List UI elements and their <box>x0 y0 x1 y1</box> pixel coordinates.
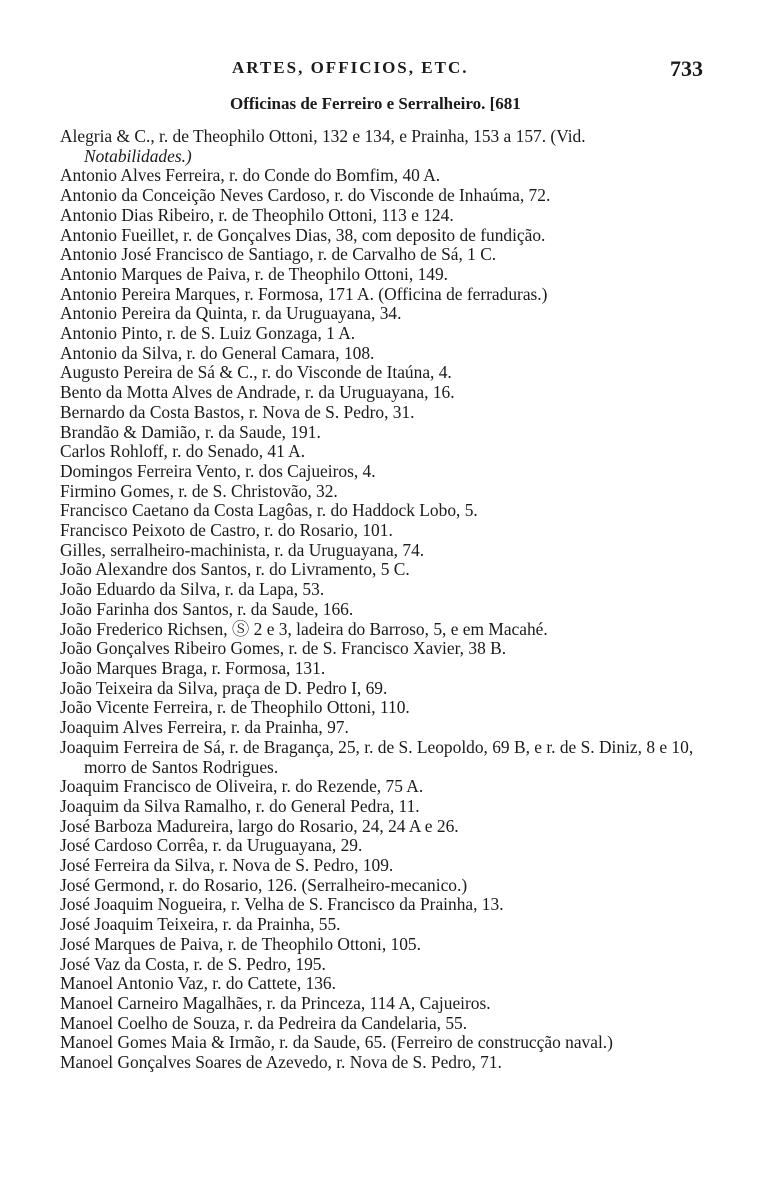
list-item <box>60 659 720 679</box>
entry-text: Manoel Gomes Maia & Irmão, r. da Saude, 65. (Ferreiro de construcção naval.) <box>60 1032 613 1053</box>
list-item <box>60 166 720 186</box>
entry-text: João Teixeira da Silva, praça de D. Pedro I, 69. <box>60 677 388 698</box>
entry-text: José Joaquim Teixeira, r. da Prainha, 55. <box>60 914 341 935</box>
list-item <box>60 403 720 423</box>
list-item <box>60 876 720 896</box>
list-item <box>60 974 720 994</box>
entry-text: Francisco Peixoto de Castro, r. do Rosario, 101. <box>60 520 393 541</box>
entry-text: João Eduardo da Silva, r. da Lapa, 53. <box>60 579 325 600</box>
list-item <box>60 600 720 620</box>
list-item <box>60 560 720 580</box>
page-number: 733 <box>670 56 703 81</box>
list-item <box>60 344 720 364</box>
list-item <box>60 442 720 462</box>
list-item <box>60 482 720 502</box>
entry-text: João Alexandre dos Santos, r. do Livramento, 5 C. <box>60 559 410 580</box>
entry-text: João Farinha dos Santos, r. da Saude, 166. <box>60 598 354 619</box>
section-title: Officinas de Ferreiro e Serralheiro. [681 <box>230 94 521 113</box>
list-item <box>60 462 720 482</box>
entry-note: Notabilidades.) <box>84 145 192 166</box>
entry-text: Bento da Motta Alves de Andrade, r. da Uruguayana, 16. <box>60 382 455 403</box>
entry-text: José Germond, r. do Rosario, 126. (Serralheiro-mecanico.) <box>60 874 468 895</box>
entry-text: Antonio Marques de Paiva, r. de Theophilo Ottoni, 149. <box>60 263 449 284</box>
entry-text: João Gonçalves Ribeiro Gomes, r. de S. Francisco Xavier, 38 B. <box>60 638 507 659</box>
entry-text: Francisco Caetano da Costa Lagôas, r. do Haddock Lobo, 5. <box>60 500 478 521</box>
list-item <box>60 383 720 403</box>
entry-text: Firmino Gomes, r. de S. Christovão, 32. <box>60 480 338 501</box>
entry-text: Domingos Ferreira Vento, r. dos Cajueiros, 4. <box>60 460 376 481</box>
list-item <box>60 541 720 561</box>
list-item <box>60 206 720 226</box>
entry-text: Antonio da Silva, r. do General Camara, 108. <box>60 342 375 363</box>
list-item <box>60 501 720 521</box>
entry-text: Joaquim da Silva Ramalho, r. do General Pedra, 11. <box>60 795 420 816</box>
entry-text: Alegria & C., r. de Theophilo Ottoni, 132 e 134, e Prainha, 153 a 157. (Vid. <box>60 126 586 146</box>
entry-text: Antonio Fueillet, r. de Gonçalves Dias, 38, com deposito de fundição. <box>60 224 546 245</box>
list-item <box>60 620 720 640</box>
list-item <box>60 718 720 738</box>
list-item <box>60 127 720 166</box>
list-item <box>60 935 720 955</box>
running-title: ARTES, OFFICIOS, ETC. <box>232 58 469 77</box>
list-item <box>60 955 720 975</box>
list-item <box>60 324 720 344</box>
list-item <box>60 580 720 600</box>
list-item <box>60 1014 720 1034</box>
entry-text: Antonio José Francisco de Santiago, r. de Carvalho de Sá, 1 C. <box>60 244 497 265</box>
entry-text: Augusto Pereira de Sá & C., r. do Visconde de Itaúna, 4. <box>60 362 452 383</box>
list-item <box>60 738 720 777</box>
entry-text: Bernardo da Costa Bastos, r. Nova de S. Pedro, 31. <box>60 401 415 422</box>
list-item <box>60 817 720 837</box>
list-item <box>60 679 720 699</box>
entry-text: Manoel Gonçalves Soares de Azevedo, r. Nova de S. Pedro, 71. <box>60 1052 502 1073</box>
entry-text: João Marques Braga, r. Formosa, 131. <box>60 657 326 678</box>
list-item <box>60 1053 720 1073</box>
list-item <box>60 698 720 718</box>
entry-text: Manoel Carneiro Magalhães, r. da Princeza, 114 A, Cajueiros. <box>60 992 491 1013</box>
entry-text: Manoel Antonio Vaz, r. do Cattete, 136. <box>60 973 336 994</box>
list-item <box>60 304 720 324</box>
list-item <box>60 915 720 935</box>
entry-text: Antonio Pereira da Quinta, r. da Uruguayana, 34. <box>60 303 402 324</box>
entry-text: José Ferreira da Silva, r. Nova de S. Pedro, 109. <box>60 855 394 876</box>
entry-text: Antonio Dias Ribeiro, r. de Theophilo Ottoni, 113 e 124. <box>60 204 454 225</box>
list-item <box>60 895 720 915</box>
list-item <box>60 245 720 265</box>
list-item <box>60 639 720 659</box>
list-item <box>60 797 720 817</box>
list-item <box>60 856 720 876</box>
entry-text: Manoel Coelho de Souza, r. da Pedreira da Candelaria, 55. <box>60 1012 468 1033</box>
page-header <box>0 56 768 86</box>
entry-text: Brandão & Damião, r. da Saude, 191. <box>60 421 321 442</box>
list-item <box>60 994 720 1014</box>
list-item <box>60 1033 720 1053</box>
entry-text: Gilles, serralheiro-machinista, r. da Uruguayana, 74. <box>60 539 425 560</box>
list-item <box>60 423 720 443</box>
list-item <box>60 186 720 206</box>
entry-text: José Cardoso Corrêa, r. da Uruguayana, 29. <box>60 835 363 856</box>
list-item <box>60 226 720 246</box>
entry-text: José Marques de Paiva, r. de Theophilo Ottoni, 105. <box>60 933 421 954</box>
entry-text: João Frederico Richsen, Ⓢ 2 e 3, ladeira do Barroso, 5, e em Macahé. <box>60 618 548 639</box>
entry-text: Antonio da Conceição Neves Cardoso, r. do Visconde de Inhaúma, 72. <box>60 185 551 206</box>
entry-text: Antonio Alves Ferreira, r. do Conde do Bomfim, 40 A. <box>60 165 441 186</box>
entry-text: José Joaquim Nogueira, r. Velha de S. Francisco da Prainha, 13. <box>60 894 504 915</box>
entry-text: José Barboza Madureira, largo do Rosario, 24, 24 A e 26. <box>60 815 459 836</box>
entry-text: Joaquim Alves Ferreira, r. da Prainha, 97. <box>60 717 349 738</box>
list-item <box>60 777 720 797</box>
list-item <box>60 285 720 305</box>
entry-text: Antonio Pinto, r. de S. Luiz Gonzaga, 1 A. <box>60 323 356 344</box>
list-item <box>60 836 720 856</box>
entry-text: Joaquim Ferreira de Sá, r. de Bragança, 25, r. de S. Leopoldo, 69 B, e r. de S. Diniz, 8 e 10, morro de Santos Rodrigues. <box>60 736 694 777</box>
list-item <box>60 265 720 285</box>
entry-text: Carlos Rohloff, r. do Senado, 41 A. <box>60 441 306 462</box>
entry-text: José Vaz da Costa, r. de S. Pedro, 195. <box>60 953 326 974</box>
entry-text: João Vicente Ferreira, r. de Theophilo Ottoni, 110. <box>60 697 410 718</box>
entry-text: Joaquim Francisco de Oliveira, r. do Rezende, 75 A. <box>60 776 424 797</box>
entry-text: Antonio Pereira Marques, r. Formosa, 171 A. (Officina de ferraduras.) <box>60 283 548 304</box>
list-item <box>60 521 720 541</box>
entry-list <box>60 127 720 1073</box>
list-item <box>60 363 720 383</box>
